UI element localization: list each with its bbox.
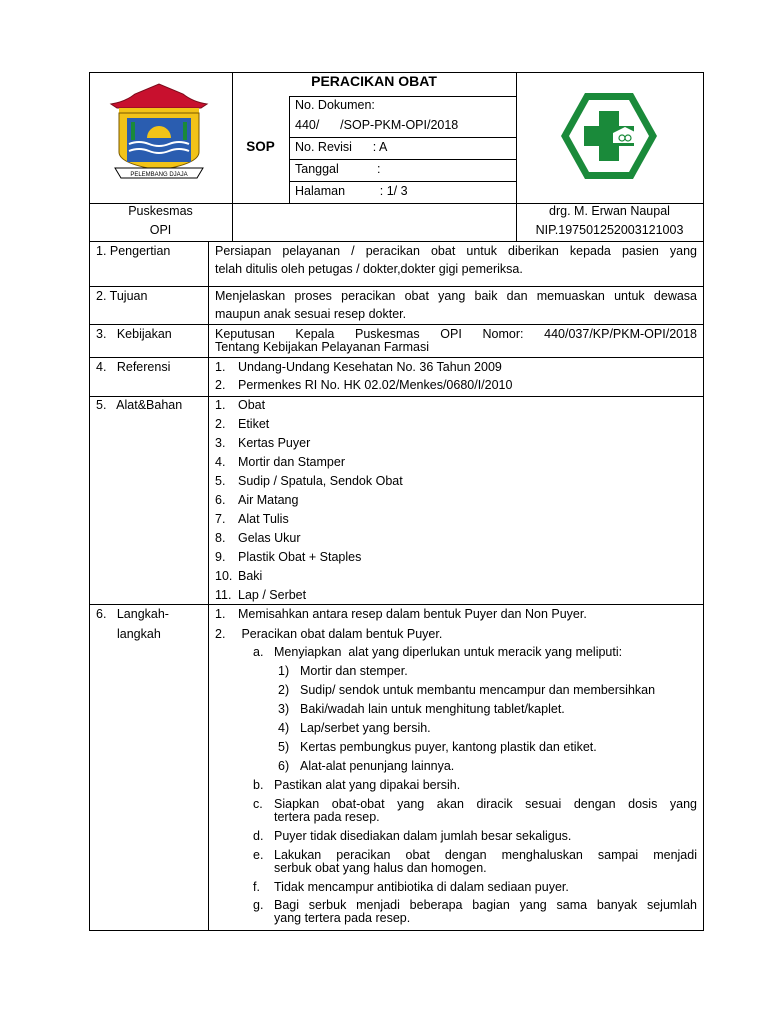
date-field: Tanggal : bbox=[295, 162, 381, 176]
puskesmas-logo bbox=[559, 89, 659, 183]
substep-a-item-number: 5) bbox=[278, 740, 290, 754]
substep-a-item-number: 4) bbox=[278, 721, 290, 735]
substep-letter-b: b. bbox=[253, 778, 264, 792]
referensi-num-1: 1. bbox=[215, 360, 226, 374]
alat-item: Lap / Serbet bbox=[238, 588, 307, 602]
referensi-item: Undang-Undang Kesehatan No. 36 Tahun 2009 bbox=[238, 360, 502, 374]
alat-item-number: 6. bbox=[215, 493, 226, 507]
substep-letter-e: e. bbox=[253, 848, 264, 862]
referensi-item: Permenkes RI No. HK 02.02/Menkes/0680/I/2010 bbox=[238, 378, 513, 392]
alat-item-number: 2. bbox=[215, 417, 226, 431]
section-alat-label: 5. Alat&Bahan bbox=[96, 398, 183, 412]
org-unit: OPI bbox=[149, 223, 172, 237]
document-title: PERACIKAN OBAT bbox=[311, 73, 437, 89]
pengertian-line-1: Persiapan pelayanan / peracikan obat untuk diberikan kepada pasien yang bbox=[215, 244, 697, 258]
substep-letter-f: f. bbox=[253, 880, 260, 894]
alat-item: Mortir dan Stamper bbox=[238, 455, 345, 469]
substep-a-item: Alat-alat penunjang lainnya. bbox=[300, 759, 455, 773]
substep-a-item-number: 1) bbox=[278, 664, 290, 678]
doc-label: No. Dokumen: bbox=[295, 98, 375, 112]
substep-letter-a: a. bbox=[253, 645, 264, 659]
alat-item: Gelas Ukur bbox=[238, 531, 301, 545]
substep-letter-c: c. bbox=[253, 797, 263, 811]
section-langkah-label: 6. Langkah- bbox=[96, 607, 169, 621]
sop-label: SOP bbox=[246, 139, 275, 154]
substep-b: Pastikan alat yang dipakai bersih. bbox=[274, 778, 461, 792]
tujuan-line-2: maupun anak sesuai resep dokter. bbox=[215, 307, 407, 321]
alat-item: Kertas Puyer bbox=[238, 436, 311, 450]
revision-field: No. Revisi : A bbox=[295, 140, 388, 154]
alat-item-number: 4. bbox=[215, 455, 226, 469]
head-nip: NIP.197501252003121003 bbox=[535, 223, 684, 237]
alat-item: Baki bbox=[238, 569, 263, 583]
alat-item-number: 8. bbox=[215, 531, 226, 545]
substep-c-line-2: tertera pada resep. bbox=[274, 810, 380, 824]
substep-a: Menyiapkan alat yang diperlukan untuk meracik yang meliputi: bbox=[274, 645, 623, 659]
alat-item: Obat bbox=[238, 398, 266, 412]
step-num-2: 2. bbox=[215, 627, 226, 641]
substep-a-item-number: 2) bbox=[278, 683, 290, 697]
substep-a-item-number: 3) bbox=[278, 702, 290, 716]
alat-item: Air Matang bbox=[238, 493, 299, 507]
step-1: Memisahkan antara resep dalam bentuk Puyer dan Non Puyer. bbox=[238, 607, 587, 621]
substep-e-line-2: serbuk obat yang halus dan homogen. bbox=[274, 861, 487, 875]
org-name: Puskesmas bbox=[128, 204, 193, 218]
substep-a-item: Lap/serbet yang bersih. bbox=[300, 721, 431, 735]
substep-a-item: Baki/wadah lain untuk menghitung tablet/kaplet. bbox=[300, 702, 565, 716]
substep-g-line-2: yang tertera pada resep. bbox=[274, 911, 411, 925]
alat-item-number: 1. bbox=[215, 398, 226, 412]
substep-a-item: Kertas pembungkus puyer, kantong plastik dan etiket. bbox=[300, 740, 597, 754]
city-emblem-logo bbox=[105, 82, 213, 186]
substep-c-line-1: Siapkan obat-obat yang akan diracik sesuai dengan dosis yang bbox=[274, 797, 697, 811]
alat-item-number: 11. bbox=[215, 588, 232, 602]
alat-item: Alat Tulis bbox=[238, 512, 289, 526]
alat-item-number: 10. bbox=[215, 569, 233, 583]
substep-g-line-1: Bagi serbuk menjadi beberapa bagian yang sama banyak sejumlah bbox=[274, 898, 697, 912]
step-num-1: 1. bbox=[215, 607, 226, 621]
section-tujuan-label: 2. Tujuan bbox=[96, 289, 148, 303]
emblem-motto: PELEMBANG DJAJA bbox=[130, 172, 188, 178]
section-kebijakan-label: 3. Kebijakan bbox=[96, 327, 172, 341]
substep-d: Puyer tidak disediakan dalam jumlah besar sekaligus. bbox=[274, 829, 572, 843]
alat-item: Plastik Obat + Staples bbox=[238, 550, 362, 564]
substep-a-item-number: 6) bbox=[278, 759, 290, 773]
alat-item-number: 5. bbox=[215, 474, 226, 488]
section-referensi-label: 4. Referensi bbox=[96, 360, 171, 374]
doc-number: 440/ /SOP-PKM-OPI/2018 bbox=[295, 118, 459, 132]
kebijakan-line-2: Tentang Kebijakan Pelayanan Farmasi bbox=[215, 340, 430, 354]
alat-item-number: 3. bbox=[215, 436, 226, 450]
pengertian-line-2: telah ditulis oleh petugas / dokter,dokter gigi pemeriksa. bbox=[215, 262, 523, 276]
substep-letter-g: g. bbox=[253, 898, 264, 912]
substep-letter-d: d. bbox=[253, 829, 264, 843]
kebijakan-line-1: Keputusan Kepala Puskesmas OPI Nomor: 440/037/KP/PKM-OPI/2018 bbox=[215, 327, 697, 341]
tujuan-line-1: Menjelaskan proses peracikan obat yang baik dan memuaskan untuk dewasa bbox=[215, 289, 697, 303]
head-name: drg. M. Erwan Naupal bbox=[549, 204, 670, 218]
section-pengertian-label: 1. Pengertian bbox=[96, 244, 171, 258]
step-2: Peracikan obat dalam bentuk Puyer. bbox=[238, 627, 443, 641]
substep-a-item: Sudip/ sendok untuk membantu mencampur dan membersihkan bbox=[300, 683, 656, 697]
alat-item: Etiket bbox=[238, 417, 270, 431]
substep-a-item: Mortir dan stemper. bbox=[300, 664, 408, 678]
substep-e-line-1: Lakukan peracikan obat dengan menghaluskan sampai menjadi bbox=[274, 848, 697, 862]
section-langkah-label-2: langkah bbox=[117, 627, 161, 641]
page-field: Halaman : 1/ 3 bbox=[295, 184, 408, 198]
referensi-num-2: 2. bbox=[215, 378, 226, 392]
alat-item: Sudip / Spatula, Sendok Obat bbox=[238, 474, 403, 488]
substep-f: Tidak mencampur antibiotika di dalam sediaan puyer. bbox=[274, 880, 569, 894]
alat-item-number: 9. bbox=[215, 550, 226, 564]
alat-item-number: 7. bbox=[215, 512, 226, 526]
